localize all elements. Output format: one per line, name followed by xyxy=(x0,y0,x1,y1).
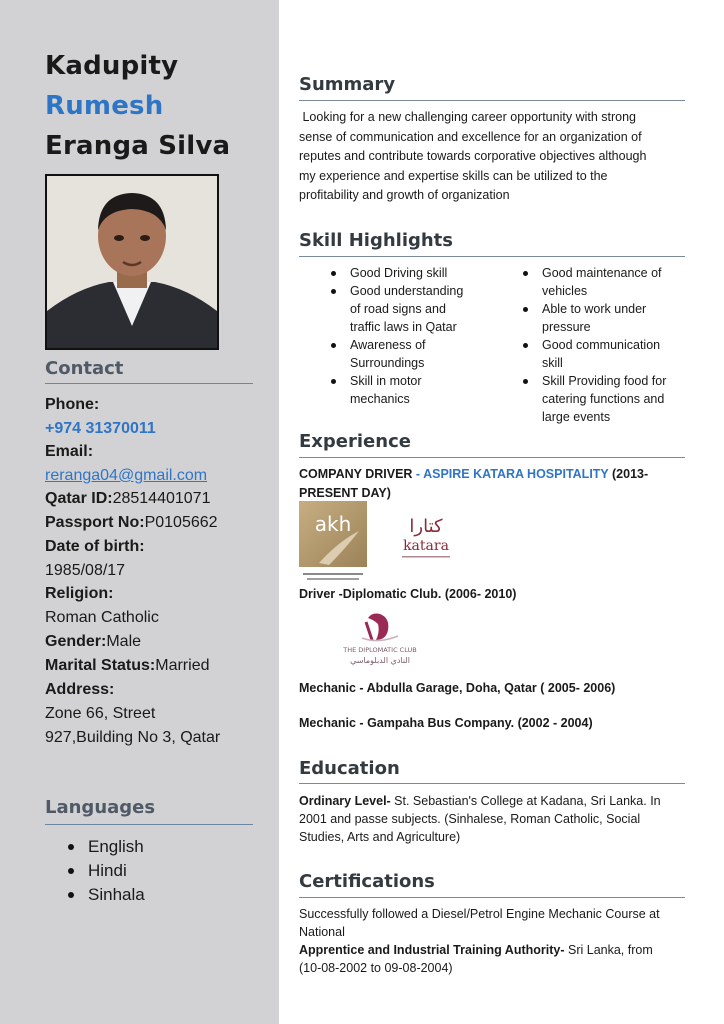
job-entry-1 xyxy=(299,465,679,503)
phone-label: Phone: xyxy=(45,396,100,413)
diplomatic-club-logo-graphic xyxy=(332,610,428,670)
diplomatic-club-logo xyxy=(332,610,428,670)
religion-label: Religion: xyxy=(45,585,114,602)
experience-heading: Experience xyxy=(299,431,411,452)
contact-divider xyxy=(45,383,253,384)
email-link[interactable]: reranga04@gmail.com xyxy=(45,467,208,484)
skills-list-right xyxy=(520,264,670,426)
certification-line-3: Sri Lanka, from xyxy=(564,943,653,957)
summary-line: Looking for a new challenging career opportunity with strong xyxy=(299,110,637,124)
job-title: COMPANY DRIVER xyxy=(299,467,413,481)
passport-value: P0105662 xyxy=(144,514,218,531)
summary-heading: Summary xyxy=(299,74,396,95)
email-label: Email: xyxy=(45,443,94,460)
education-heading: Education xyxy=(299,758,400,779)
address-line-1: Zone 66, Street xyxy=(45,705,156,722)
job-period-end: PRESENT DAY) xyxy=(299,486,391,500)
certification-authority: Apprentice and Industrial Training Authority- xyxy=(299,943,565,957)
education-text xyxy=(299,792,689,846)
akh-logo xyxy=(299,501,367,583)
job-period: (2013- xyxy=(608,467,649,481)
skill-item: Awareness of Surroundings xyxy=(328,336,445,372)
skill-item: Skill in motor mechanics xyxy=(328,372,440,408)
certifications-heading: Certifications xyxy=(299,871,435,892)
education-line-3: Studies, Arts and Agriculture) xyxy=(299,830,461,844)
job-entry-2: Driver -Diplomatic Club. (2006- 2010) xyxy=(299,587,517,601)
qatar-id-row xyxy=(45,490,210,508)
diplomatic-club-arabic: النادي الدبلوماسي xyxy=(350,656,410,665)
skills-divider xyxy=(299,256,685,257)
qatar-id-label: Qatar ID: xyxy=(45,490,113,507)
phone-value[interactable]: +974 31370011 xyxy=(45,420,156,437)
education-line-2: 2001 and passe subjects. (Sinhalese, Roman Catholic, Social xyxy=(299,812,641,826)
summary-divider xyxy=(299,100,685,101)
religion-value: Roman Catholic xyxy=(45,609,159,626)
dob-label: Date of birth: xyxy=(45,538,145,555)
job-company: ASPIRE KATARA HOSPITALITY xyxy=(423,467,609,481)
language-item: Sinhala xyxy=(68,883,145,907)
language-item: English xyxy=(68,835,145,859)
education-line-1: St. Sebastian's College at Kadana, Sri Lanka. In xyxy=(390,794,661,808)
contact-heading: Contact xyxy=(45,358,124,379)
skill-item: Able to work under pressure xyxy=(520,300,667,336)
certifications-text xyxy=(299,905,689,977)
address-label: Address: xyxy=(45,681,115,698)
experience-divider xyxy=(299,457,685,458)
name-last: Eranga Silva xyxy=(45,131,231,161)
marital-value: Married xyxy=(155,657,210,674)
job-entry-4: Mechanic - Gampaha Bus Company. (2002 - 2004) xyxy=(299,716,593,730)
akh-logo-graphic xyxy=(299,501,367,583)
marital-label: Marital Status: xyxy=(45,657,156,674)
summary-line: my experience and expertise skills can be utilized to the xyxy=(299,168,608,183)
katara-logo xyxy=(386,506,482,584)
education-level: Ordinary Level- xyxy=(299,794,391,808)
katara-logo-graphic xyxy=(386,506,482,584)
dob-value: 1985/08/17 xyxy=(45,562,126,579)
certifications-divider xyxy=(299,897,685,898)
certification-line-1: Successfully followed a Diesel/Petrol Engine Mechanic Course at xyxy=(299,907,660,921)
skills-heading: Skill Highlights xyxy=(299,230,454,251)
job-separator: - xyxy=(412,467,424,481)
summary-line: sense of communication and excellence for an organization of xyxy=(299,129,642,144)
summary-line: reputes and contribute towards corporative objectives although xyxy=(299,149,647,163)
job-entry-3: Mechanic - Abdulla Garage, Doha, Qatar ( 2005- 2006) xyxy=(299,681,616,695)
marital-row xyxy=(45,657,209,675)
qatar-id-value: 28514401071 xyxy=(112,490,211,507)
portrait-image xyxy=(47,176,217,348)
diplomatic-club-text: THE DIPLOMATIC CLUB xyxy=(343,646,417,654)
skill-item: Good Driving skill xyxy=(328,264,478,282)
languages-divider xyxy=(45,824,253,825)
summary-text xyxy=(299,108,689,206)
skills-list-left xyxy=(328,264,478,408)
address-line-2: 927,Building No 3, Qatar xyxy=(45,729,221,746)
skill-item: Good communication skill xyxy=(520,336,677,372)
gender-label: Gender: xyxy=(45,633,107,650)
gender-row xyxy=(45,633,141,651)
name-middle: Rumesh xyxy=(45,91,164,121)
languages-heading: Languages xyxy=(45,797,156,818)
education-divider xyxy=(299,783,685,784)
certification-line-2: National xyxy=(299,925,345,939)
skill-item: Good maintenance of vehicles xyxy=(520,264,670,300)
language-item: Hindi xyxy=(68,859,145,883)
gender-value: Male xyxy=(106,633,142,650)
skill-item: Good understanding of road signs and traffic laws in Qatar xyxy=(328,282,475,336)
katara-text: katara xyxy=(403,538,449,554)
akh-logo-text: akh xyxy=(314,512,352,536)
languages-list xyxy=(68,835,145,907)
name-first: Kadupity xyxy=(45,51,179,81)
katara-arabic: كتارا xyxy=(409,516,443,537)
summary-line: profitability and growth of organization xyxy=(299,188,510,202)
certification-dates: (10-08-2002 to 09-08-2004) xyxy=(299,961,453,975)
profile-photo xyxy=(45,174,219,350)
passport-label: Passport No: xyxy=(45,514,145,531)
skill-item: Skill Providing food for catering functions and large events xyxy=(520,372,682,426)
passport-row xyxy=(45,514,218,532)
